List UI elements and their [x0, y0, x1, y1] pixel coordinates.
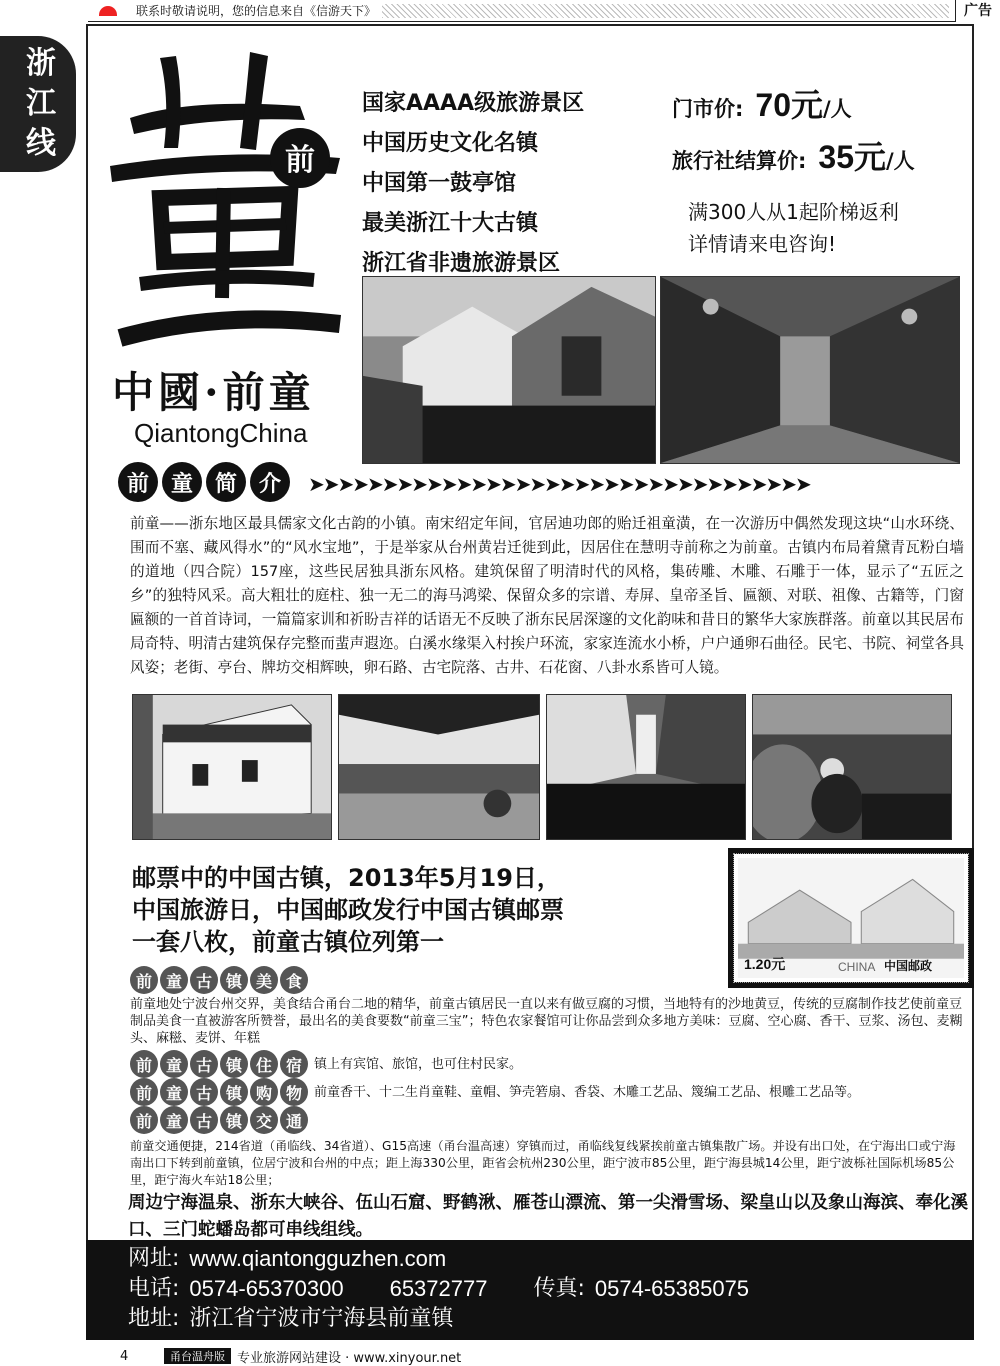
edition-tag: 甬台温舟版	[164, 1348, 231, 1364]
honors-list	[362, 84, 584, 284]
agency-price-label: 旅行社结算价:	[672, 149, 807, 173]
heading-char: 食	[280, 966, 308, 994]
heading-char: 物	[280, 1078, 308, 1106]
footer-slogan: 专业旅游网站建设 · www.xinyour.net	[237, 1350, 462, 1366]
contact-phone-row	[128, 1274, 974, 1304]
web-label: 网址:	[128, 1246, 180, 1271]
hatch-divider	[382, 4, 949, 18]
website-link[interactable]: www.qiantongguzhen.com	[189, 1246, 447, 1271]
heading-char: 古	[190, 1106, 218, 1134]
heading-char: 童	[160, 1106, 188, 1134]
photo-water-lane	[546, 694, 746, 840]
agency-price	[672, 132, 915, 184]
source-notice: 联系时敬请说明，您的信息来自《信游天下》	[136, 4, 377, 18]
heading-char: 前	[130, 1078, 158, 1106]
traffic-heading	[130, 1106, 310, 1134]
intro-heading	[118, 462, 294, 502]
heading-char: 镇	[220, 1050, 248, 1078]
heading-char: 童	[160, 966, 188, 994]
nearby-attractions: 周边宁海温泉、浙东大峡谷、伍山石窟、野鹤湫、雁苍山漂流、第一尖滑雪场、梁皇山以及象山海滨、奉化溪口、三门蛇蟠岛都可串线组线。	[128, 1193, 968, 1240]
honor-item: 中国历史文化名镇	[362, 131, 539, 156]
heading-char: 前	[130, 966, 158, 994]
region-char: 江	[26, 86, 56, 121]
shopping-text: 前童香干、十二生肖童鞋、童帽、笋壳箬扇、香袋、木雕工艺品、篾编工艺品、根雕工艺品等。	[314, 1085, 861, 1100]
honor-item: 浙江省非遗旅游景区	[362, 251, 561, 276]
photo-villager	[752, 694, 952, 840]
fax-number: 0574-65385075	[594, 1276, 750, 1301]
page-number: 4	[120, 1348, 129, 1364]
heading-char: 住	[250, 1050, 278, 1078]
heading-char: 简	[206, 462, 246, 502]
honor-item: 中国第一鼓亭馆	[362, 171, 517, 196]
photo-canal-houses	[362, 276, 656, 464]
stamp-headline-line: 中国旅游日，中国邮政发行中国古镇邮票	[132, 896, 564, 924]
stamp-headline-line: 邮票中的中国古镇，2013年5月19日，	[132, 864, 561, 892]
heading-char: 古	[190, 966, 218, 994]
stamp-headline-line: 一套八枚，前童古镇位列第一	[132, 928, 444, 956]
stamp-face-value: 1.20元	[744, 956, 786, 972]
logo-small-char: 前	[285, 143, 315, 178]
sun-icon	[99, 6, 117, 16]
heading-char: 童	[160, 1050, 188, 1078]
honor-item: 最美浙江十大古镇	[362, 211, 539, 236]
stamp-issuer: 中国邮政	[884, 959, 933, 973]
heading-char: 购	[250, 1078, 278, 1106]
logo-english-name: QiantongChina	[134, 418, 308, 448]
stay-text: 镇上有宾馆、旅馆，也可住村民家。	[314, 1057, 523, 1072]
rebate-note	[688, 196, 899, 260]
heading-char: 镇	[220, 1078, 248, 1106]
contact-web-row	[128, 1244, 974, 1274]
heading-char: 交	[250, 1106, 278, 1134]
heading-char: 宿	[280, 1050, 308, 1078]
page-footer	[0, 1346, 1000, 1366]
arrow-divider: ➤➤➤➤➤➤➤➤➤➤➤➤➤➤➤➤➤➤➤➤➤➤➤➤➤➤➤➤➤➤➤➤➤➤	[308, 472, 810, 496]
heading-char: 童	[160, 1078, 188, 1106]
heading-char: 童	[162, 462, 202, 502]
gate-price-value: 70元	[755, 87, 824, 123]
fax-label: 传真:	[533, 1276, 585, 1301]
photo-old-street	[660, 276, 960, 464]
heading-char: 前	[130, 1106, 158, 1134]
heading-char: 前	[118, 462, 158, 502]
honor-item: 国家AAAA级旅游景区	[362, 91, 585, 116]
calligraphy-logo	[100, 48, 350, 348]
rebate-line: 满300人从1起阶梯返利	[688, 200, 899, 224]
heading-char: 前	[130, 1050, 158, 1078]
contact-address-row	[128, 1304, 974, 1334]
ad-label: 广告	[955, 0, 1000, 22]
traffic-text: 前童交通便捷，214省道（甬临线、34省道）、G15高速（甬台温高速）穿镇而过，甬临线复线紧挨前童古镇集散广场。并设有出口处，在宁海出口或宁海南出口下转到前童镇，位居宁波和台州的中点；距上海330公里，距省会杭州230公里，距宁波市85公里，距宁海县城14公里，距宁波栎社国际机场85公里，距宁海火车站18公里；	[130, 1139, 956, 1187]
photo-white-wall-house	[132, 694, 332, 840]
heading-char: 古	[190, 1078, 218, 1106]
stamp-headline	[132, 862, 712, 958]
gate-price-unit: /人	[823, 97, 852, 121]
rebate-line: 详情请来电咨询!	[688, 232, 837, 256]
agency-price-unit: /人	[886, 149, 915, 173]
phone-number-1: 0574-65370300	[189, 1276, 344, 1301]
heading-char: 镇	[220, 1106, 248, 1134]
shopping-heading	[130, 1078, 310, 1106]
region-tab	[0, 36, 76, 172]
top-info-bar	[88, 0, 1000, 22]
stamp-face	[734, 854, 968, 982]
logo-chinese-name: 中國·前童	[112, 368, 315, 417]
region-char: 浙	[26, 46, 56, 81]
stay-heading	[130, 1050, 310, 1078]
intro-text: 前童——浙东地区最具儒家文化古韵的小镇。南宋绍定年间，官居迪功郎的贻迁祖童潢，在一次游历中偶然发现这块“山水环绕、围而不塞、藏风得水”的“风水宝地”，于是举家从台州黄岩迁徙到此，因居住在慧明寺前称之为前童。古镇内布局着黛青瓦粉白墙的道地（四合院）157座，这些民居独具浙东风格。建筑保留了明清时代的风格，集砖雕、木雕、石雕于一体，显示了“五匠之乡”的独特风采。高大粗壮的庭柱、独一无二的海马鸿梁、保留众多的宗谱、寿屏、皇帝圣旨、匾额、对联、祖像、古籍等，门窗匾额的一首首诗词，一篇篇家训和祈盼吉祥的话语无不反映了浙东民居深邃的文化韵味和昔日的繁华大家族群落。前童以其民居布局奇特、明清古建筑保存完整而蜚声遐迩。白溪水缘渠入村挨户环流，家家连流水小桥，户户通卵石曲径。民宅、书院、祠堂各具风姿；老街、亭台、牌坊交相辉映，卵石路、古宅院落、古井、石花窗、八卦水系皆可人镜。	[130, 515, 964, 676]
agency-price-value: 35元	[818, 139, 887, 175]
region-char: 线	[26, 126, 56, 161]
heading-char: 通	[280, 1106, 308, 1134]
heading-char: 介	[250, 462, 290, 502]
food-text: 前童地处宁波台州交界，美食结合甬台二地的精华，前童古镇居民一直以来有做豆腐的习惯，当地特有的沙地黄豆，传统的豆腐制作技艺使前童豆制品美食一直被游客所赞誉，最出名的美食要数“前童三宝”；特色农家餐馆可让你品尝到众多地方美味：豆腐、空心腐、香干、豆浆、汤包、麦糊头、麻糍、麦饼、年糕	[130, 997, 963, 1046]
tel-label: 电话:	[128, 1276, 180, 1301]
price-block	[672, 80, 915, 184]
phone-number-2: 65372777	[389, 1276, 488, 1301]
gate-price	[672, 80, 915, 132]
photo-courtyard	[338, 694, 540, 840]
food-heading	[130, 966, 310, 994]
address-value: 浙江省宁波市宁海县前童镇	[189, 1306, 454, 1331]
heading-char: 镇	[220, 966, 248, 994]
stamp-country: CHINA	[838, 960, 876, 974]
postage-stamp	[728, 848, 974, 988]
address-label: 地址:	[128, 1306, 180, 1331]
publisher-logo	[88, 1, 128, 21]
heading-char: 古	[190, 1050, 218, 1078]
heading-char: 美	[250, 966, 278, 994]
contact-panel	[86, 1240, 974, 1340]
gate-price-label: 门市价:	[672, 97, 744, 121]
